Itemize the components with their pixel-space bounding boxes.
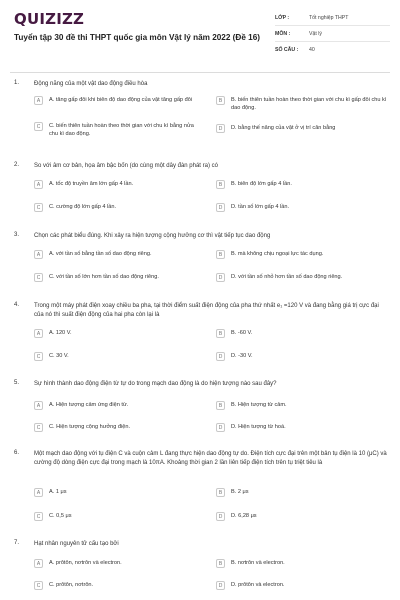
option-letter: C xyxy=(34,352,43,361)
option-text: A. tăng gấp đôi khi biên độ dao động của vật tăng gấp đôi xyxy=(49,97,193,103)
option-letter: B xyxy=(216,96,225,105)
option-letter: C xyxy=(34,203,43,212)
option-text: B. 2 μs xyxy=(231,489,249,495)
option-b[interactable] xyxy=(216,180,390,189)
option-b[interactable] xyxy=(216,96,390,112)
option-d[interactable] xyxy=(216,423,390,432)
option-text: D. -30 V. xyxy=(231,353,253,359)
option-text: D. 6,28 μs xyxy=(231,513,257,519)
meta-class-row xyxy=(275,10,390,26)
question-text: Động năng của một vật dao động điều hòa xyxy=(34,81,148,87)
option-letter: A xyxy=(34,559,43,568)
option-letter: D xyxy=(216,273,225,282)
quizizz-logo: QUIZIZZ xyxy=(14,10,85,28)
option-d[interactable] xyxy=(216,512,390,521)
option-a[interactable] xyxy=(34,329,204,338)
option-d[interactable] xyxy=(216,273,390,282)
option-letter: D xyxy=(216,423,225,432)
option-letter: C xyxy=(34,581,43,590)
option-c[interactable] xyxy=(34,273,204,282)
option-letter: B xyxy=(216,329,225,338)
option-letter: C xyxy=(34,122,43,131)
option-letter: A xyxy=(34,96,43,105)
option-letter: B xyxy=(216,488,225,497)
option-a[interactable] xyxy=(34,559,204,568)
question-number: 4. xyxy=(14,302,20,308)
option-text: D. Hiện tượng từ hoá. xyxy=(231,424,286,430)
worksheet-meta xyxy=(275,10,390,58)
option-text: C. biến thiên tuần hoàn theo thời gian với chu kì bằng nửa chu kì dao động. xyxy=(49,123,194,137)
option-text: B. mà không chịu ngoại lực tác dụng. xyxy=(231,251,324,257)
option-text: C. Hiện tượng cộng hưởng điện. xyxy=(49,424,131,430)
option-a[interactable] xyxy=(34,401,204,410)
option-a[interactable] xyxy=(34,180,204,189)
option-letter: A xyxy=(34,488,43,497)
option-text: C. 30 V. xyxy=(49,353,69,359)
option-c[interactable] xyxy=(34,203,204,212)
option-b[interactable] xyxy=(216,329,390,338)
option-c[interactable] xyxy=(34,581,204,590)
option-text: D. với tần số nhỏ hơn tần số dao động riêng. xyxy=(231,274,343,280)
option-text: D. bằng thế năng của vật ở vị trí cân bằng xyxy=(231,125,336,131)
option-c[interactable] xyxy=(34,122,204,138)
meta-class-value: Tốt nghiệp THPT xyxy=(309,14,349,21)
option-c[interactable] xyxy=(34,423,204,432)
meta-count-label: SỐ CÂU : xyxy=(275,47,299,53)
option-text: B. -60 V. xyxy=(231,330,253,336)
question-number: 7. xyxy=(14,540,20,546)
option-text: A. Hiện tượng cảm ứng điện từ. xyxy=(49,402,129,408)
option-letter: D xyxy=(216,581,225,590)
option-letter: A xyxy=(34,401,43,410)
question-text: So với âm cơ bản, họa âm bậc bốn (do cùng một dây đàn phát ra) có xyxy=(34,163,218,169)
option-c[interactable] xyxy=(34,352,204,361)
option-letter: B xyxy=(216,559,225,568)
option-text: A. 120 V. xyxy=(49,330,72,336)
option-letter: D xyxy=(216,203,225,212)
question-number: 6. xyxy=(14,450,20,456)
question-text: Chọn các phát biểu đúng. Khi xảy ra hiện tượng cộng hưởng cơ thì vật tiếp tục dao động xyxy=(34,233,271,239)
option-b[interactable] xyxy=(216,250,390,259)
option-text: B. nơtrôn và electron. xyxy=(231,560,285,566)
option-letter: D xyxy=(216,512,225,521)
option-d[interactable] xyxy=(216,124,390,133)
option-text: B. Hiện tượng từ cảm. xyxy=(231,402,287,408)
question-text: Sự hình thành dao động điện từ tự do trong mạch dao động là do hiện tượng nào sau đây? xyxy=(34,381,277,387)
option-text: A. với tần số bằng tần số dao động riêng. xyxy=(49,251,152,257)
option-letter: A xyxy=(34,250,43,259)
option-b[interactable] xyxy=(216,559,390,568)
option-letter: A xyxy=(34,180,43,189)
meta-count-row xyxy=(275,42,390,58)
option-text: B. biến thiên tuần hoàn theo thời gian với chu kì gấp đôi chu kì dao động. xyxy=(231,97,387,111)
option-letter: C xyxy=(34,512,43,521)
option-letter: A xyxy=(34,329,43,338)
option-text: C. cường độ lớn gấp 4 lần. xyxy=(49,204,117,210)
option-text: D. prôtôn và electron. xyxy=(231,582,285,588)
option-d[interactable] xyxy=(216,352,390,361)
option-b[interactable] xyxy=(216,401,390,410)
question-number: 3. xyxy=(14,232,20,238)
question-number: 2. xyxy=(14,162,20,168)
option-text: D. tần số lớn gấp 4 lần. xyxy=(231,204,290,210)
option-letter: D xyxy=(216,352,225,361)
meta-subject-row xyxy=(275,26,390,42)
worksheet-header xyxy=(0,0,400,70)
meta-count-value: 40 xyxy=(309,47,315,53)
option-letter: B xyxy=(216,250,225,259)
option-b[interactable] xyxy=(216,488,390,497)
option-a[interactable] xyxy=(34,96,204,105)
option-d[interactable] xyxy=(216,581,390,590)
question-text: Hạt nhân nguyên tử cấu tạo bởi xyxy=(34,541,119,547)
option-letter: B xyxy=(216,401,225,410)
option-text: C. với tần số lớn hơn tần số dao động riêng. xyxy=(49,274,159,280)
question-number: 1. xyxy=(14,80,20,86)
question-number: 5. xyxy=(14,380,20,386)
option-text: A. tốc độ truyền âm lớn gấp 4 lần. xyxy=(49,181,134,187)
question-text: Trong một máy phát điện xoay chiều ba pha, tại thời điểm suất điện động của pha thứ nhất e₁ =120 V và đang bằng giá trị cực đại của nó thì suất điện động của hai pha còn lại là xyxy=(34,303,379,318)
option-c[interactable] xyxy=(34,512,204,521)
option-text: B. biên độ lớn gấp 4 lần. xyxy=(231,181,292,187)
option-a[interactable] xyxy=(34,250,204,259)
option-text: C. prôtôn, nơtrôn. xyxy=(49,582,94,588)
option-a[interactable] xyxy=(34,488,204,497)
option-text: A. prôtôn, nơtrôn và electron. xyxy=(49,560,122,566)
option-letter: C xyxy=(34,273,43,282)
meta-class-label: LỚP : xyxy=(275,14,290,21)
option-letter: B xyxy=(216,180,225,189)
worksheet-title: Tuyển tập 30 đề thi THPT quốc gia môn Vật lý năm 2022 (Đề 16) xyxy=(14,33,260,42)
option-text: C. 0,5 μs xyxy=(49,513,72,519)
option-letter: C xyxy=(34,423,43,432)
option-letter: D xyxy=(216,124,225,133)
meta-subject-value: Vật lý xyxy=(309,30,322,37)
header-divider xyxy=(10,72,390,73)
question-text: Một mạch dao động với tụ điện C và cuộn cảm L đang thực hiện dao động tự do. Điện tích cực đại trên một bản tụ điện là 10 (μC) và cường độ dòng điện cực đại trong mạch là 10πA. Khoảng thời gian 2 lần liên tiếp điện tích trên tụ triệt tiêu là xyxy=(34,451,387,466)
option-d[interactable] xyxy=(216,203,390,212)
meta-subject-label: MÔN : xyxy=(275,30,291,37)
option-text: A. 1 μs xyxy=(49,489,67,495)
